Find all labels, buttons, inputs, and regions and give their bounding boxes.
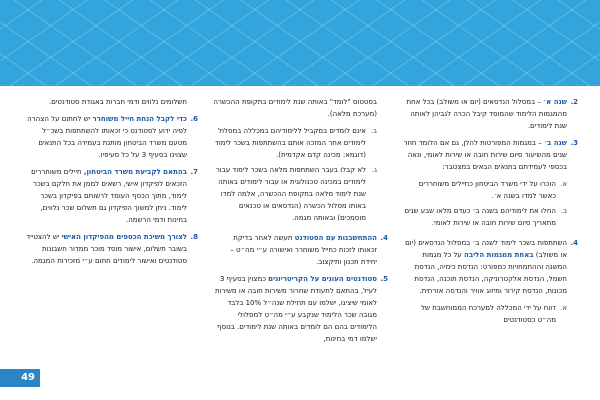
item-text: יש להצטייד בשובר תשלום, אישור מוסד מוכר ממדור חשבונות סטודנטים ואישור לימודים חתום ע״י מזכירות המגמה. [26, 233, 187, 265]
column-left-list [22, 96, 198, 267]
header-banner [0, 0, 600, 86]
item-number [377, 96, 388, 227]
list-item [22, 231, 198, 267]
item-heading: ההתחשבנות עם הסטודנט [294, 234, 377, 242]
page-number: 49 [0, 369, 40, 387]
column-middle [212, 96, 388, 364]
item-number: 3. [570, 139, 578, 147]
item-text-continued: על כל מגמות המשנה וההתמחויות כמפורט: הנדסת כימיה, הנדסת חשמל, הנדסת אלקטרוניקה, הנדסת תוכנה, הנדסת מכונות, הנדסת קירור ומיזוג אוויר והנדסה אזרחית. [414, 251, 567, 295]
item-text: – במסלול הנדסאים (יום או משולב) בכל אחת מהמגמות הלימוד שהמוסד קיבל הכרה לגביהן לאותה שנת לימודים. [406, 98, 567, 130]
sub-item-text: הוכרו על ידי משרד הביטחון כחיילים משוחררים כאשר למדו בשנה א׳. [418, 180, 556, 200]
sub-item [212, 125, 377, 161]
item-number [187, 96, 198, 108]
item-heading-inline: באחת ממגמות הליבה [464, 251, 534, 259]
list-item [402, 137, 578, 232]
sub-item-text: אינם לומדים במקביל ללימודיהם במכללה במסלול לימודים אחר המזכה אותם בהשתתפות בשכר לימוד (דוגמא: מכינה קדם אקדמית). [215, 127, 366, 159]
list-item [402, 237, 578, 329]
item-text: חיילים משוחררים הזכאים לפיקדון אישי, רשאים לממן את חלקם בשכר לימוד, מתוך הכסף העומד לרשותם בפיקדון בשכר לימוד. ניתן למשוך הפיקדון גם תשלום שכר נלווים, בחינות ודמי הרשמה. [31, 168, 187, 224]
sub-item-letter: ג. [371, 166, 377, 174]
list-item [22, 96, 198, 108]
sub-item [402, 205, 567, 229]
item-heading: שנה א׳ [543, 98, 567, 106]
item-text: השתתפות בשכר לימוד לשנה ב׳ במסלול הנדסאים (יום או משולב) [405, 239, 567, 259]
item-number: 4. [380, 234, 388, 242]
sub-item-text: החלו את לימודיהם בשנה ב׳ כעדם מלאו שבע שנים מתאריך סיום שירות חובה או שירות לאומי. [404, 207, 556, 227]
sub-item-letter: א. [560, 304, 567, 312]
column-right-list [402, 96, 578, 329]
item-number: 4. [570, 239, 578, 247]
sub-item-letter: ב. [370, 127, 377, 135]
item-heading: לצורך משיכת הכספים מהפיקדון האישי [61, 233, 187, 241]
list-item [212, 232, 388, 268]
list-item [22, 113, 198, 161]
sub-item [212, 164, 377, 224]
sub-item-text: דווח על ידי המכללה למערכת הממוחשבת של מה״ט כסטודנטים [421, 304, 556, 324]
sub-item-letter: ב. [560, 207, 567, 215]
item-text: תשלומים נלווים ודמי חברות באגודת סטודנטים. [49, 98, 187, 106]
list-item [402, 96, 578, 132]
item-text: תעשה לאחר בדיקת זכאותו לזכות כחייל משוחרר ואישורה ע״י מה״ט – יחידת תכנון ותיקצוב. [230, 234, 377, 266]
list-item [22, 166, 198, 226]
item-text: יש לחתום על הצהרה לפיה ידוע לסטודנט כי זכאותו להשתתפות בשכ״ל מטעם משרד הביטחון מותנת בעמידה בכל התנאים שצוינו בסעיף 3 על כל סעיפיו. [27, 115, 187, 159]
column-middle-list [212, 96, 388, 345]
item-text: – במגמות המפורטות להלן, גם אם הלומד חוזר שנים מהשיעור סיום שירות חובה או שירות לאומי, ונאה בכספי לעמידתם בתנאים הבאים במצטבר: [403, 139, 567, 171]
item-number: 8. [190, 233, 198, 241]
item-text: כמצוין בסעיף 3 לעיל, בהתאם לתעודת שחרור משירות חובה או משירות לאומי שיציגו, ישלמו עם תחילת שנה״ל 10% בלבד מגובה שכר הלימוד שנקבע ע״י מה״ט למסלולי הלימודים בהם הם לומדים באותה שנת לימודים. בנוסף ישלמו דמי בחינות, [214, 275, 377, 343]
item-heading: כדי לקבל הנחת חייל משוחרר [92, 115, 187, 123]
item-text: בסטטוס "לומד" באותה שנת לימודים בתקופת ההכשרה (מערכת מלאה). [213, 98, 377, 118]
item-number: 2. [570, 98, 578, 106]
column-left [22, 96, 198, 364]
item-heading: סטודנטים העונים על הקריטריונים [268, 275, 377, 283]
item-number: 5. [380, 275, 388, 283]
item-heading: שנה ב׳ [543, 139, 567, 147]
document-page [22, 96, 578, 364]
sub-item-letter: א. [560, 180, 567, 188]
item-heading: בהתאם לקביעת משרד הביטחון, [83, 168, 187, 176]
item-number: 7. [190, 168, 198, 176]
sub-item-text: לא קבלו בעבר השתתפות מלאה בשכר לימוד עבור לימודים במכינה טכנולוגית או עבור לימודים באותה שנת לימוד מלאה בתקופת ההכשרה, אלמה למדו באותו מסלול הכשרה (הנדסאים או טכנאים מוסמכים) ובאותה מגמה. [215, 166, 366, 222]
list-item [212, 96, 388, 227]
sub-item [402, 178, 567, 202]
sub-item [402, 302, 567, 326]
column-right [402, 96, 578, 364]
item-number: 6. [190, 115, 198, 123]
list-item [212, 273, 388, 345]
